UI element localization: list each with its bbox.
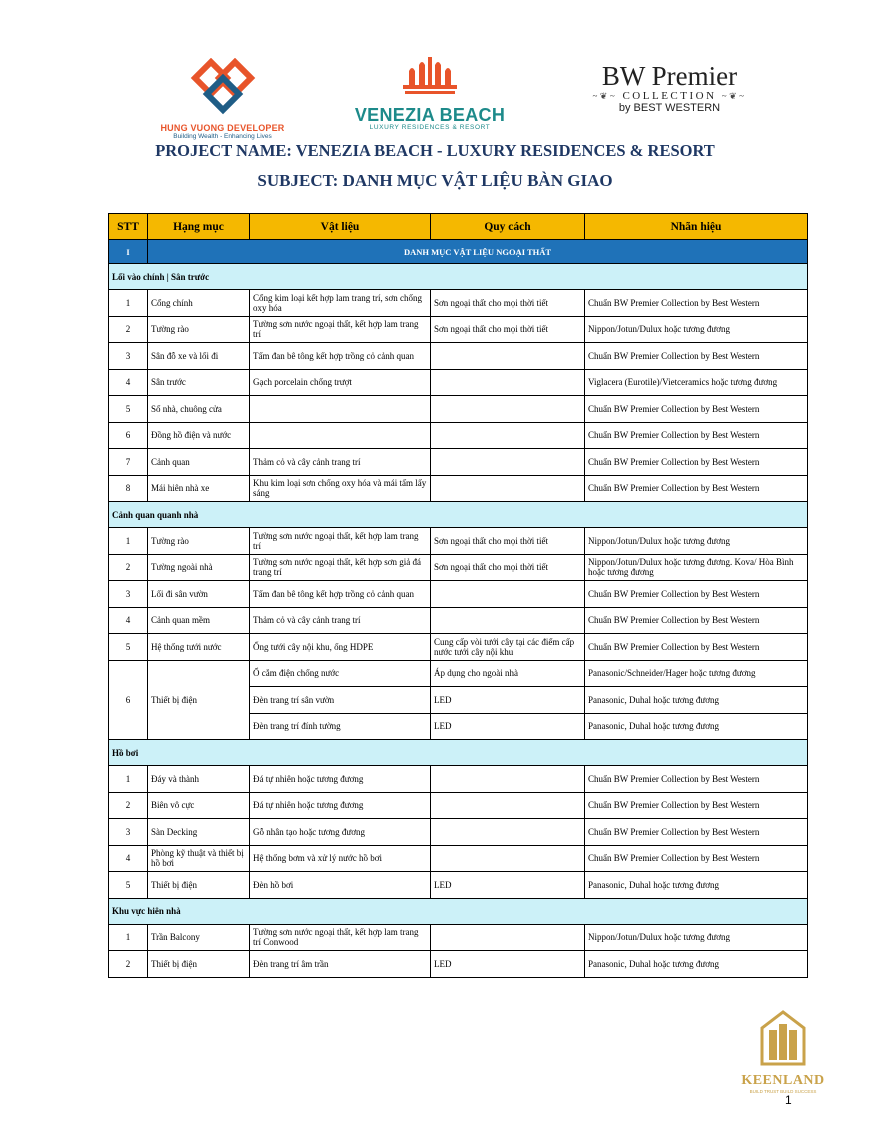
cell-material: Gạch porcelain chống trượt [250,369,431,396]
table-row [109,290,808,317]
cell-item: Sân trước [148,369,250,396]
bw-by-best-western: by BEST WESTERN [618,102,721,114]
group-title: Cảnh quan quanh nhà [109,502,808,528]
cell-brand: Chuẩn BW Premier Collection by Best Western [585,343,808,370]
cell-material: Ổ cắm điện chống nước [250,660,431,687]
cell-stt: 1 [109,528,148,555]
bw-collection-text: COLLECTION [622,90,717,102]
cell-stt: 5 [109,396,148,423]
table-row [109,660,808,687]
cell-stt: 2 [109,951,148,978]
cell-spec: LED [431,872,585,899]
cell-material: Tường sơn nước ngoại thất, kết hợp sơn giả đá trang trí [250,554,431,581]
table-row [109,422,808,449]
cell-item: Mái hiên nhà xe [148,475,250,502]
bw-premier-text: BW Premier [601,61,738,91]
cell-material: Tường sơn nước ngoại thất, kết hợp lam trang trí Conwood [250,924,431,951]
cell-brand: Chuẩn BW Premier Collection by Best Western [585,290,808,317]
cell-material: Tấm đan bê tông kết hợp trồng cỏ cảnh quan [250,581,431,608]
table-row [109,634,808,661]
cell-material: Tấm đan bê tông kết hợp trồng cỏ cảnh quan [250,343,431,370]
cell-material: Tường sơn nước ngoại thất, kết hợp lam trang trí [250,528,431,555]
table-row [109,924,808,951]
page-number: 1 [785,1093,792,1107]
section-row [109,240,808,264]
hung-vuong-logo [160,58,285,140]
cell-brand: Panasonic, Duhal hoặc tương đương [585,687,808,714]
cell-item: Sân đỗ xe và lối đi [148,343,250,370]
header-quy-cach: Quy cách [431,214,585,240]
venezia-name: VENEZIA BEACH [354,105,506,125]
cell-item: Cảnh quan mềm [148,607,250,634]
cell-stt: 3 [109,819,148,846]
cell-stt: 3 [109,343,148,370]
cell-spec: LED [431,951,585,978]
cell-item: Cảnh quan [148,449,250,476]
table-row [109,554,808,581]
cell-item: Tường ngoài nhà [148,554,250,581]
cell-brand: Panasonic/Schneider/Hager hoặc tương đương [585,660,808,687]
cell-spec [431,607,585,634]
cell-brand: Nippon/Jotun/Dulux hoặc tương đương [585,528,808,555]
cell-material: Ống tưới cây nội khu, ống HDPE [250,634,431,661]
venezia-beach-logo [350,55,510,131]
cell-brand: Chuẩn BW Premier Collection by Best Western [585,607,808,634]
cell-stt: 2 [109,792,148,819]
table-row [109,845,808,872]
header-stt: STT [109,214,148,240]
cell-material: Tường sơn nước ngoại thất, kết hợp lam trang trí [250,316,431,343]
cell-brand: Panasonic, Duhal hoặc tương đương [585,951,808,978]
cell-item: Tường rào [148,528,250,555]
table-row [109,528,808,555]
cell-item: Đáy và thành [148,766,250,793]
cell-spec [431,845,585,872]
cell-stt: 8 [109,475,148,502]
cell-item: Đồng hồ điện và nước [148,422,250,449]
group-row [109,502,808,528]
cell-spec: Sơn ngoại thất cho mọi thời tiết [431,316,585,343]
group-row [109,740,808,766]
table-row [109,766,808,793]
ornament-left-icon: ~❦~ [592,91,618,101]
keenland-building-icon [760,1010,806,1066]
ornament-right-icon: ~❦~ [721,91,747,101]
table-body [109,240,808,978]
header-logos [0,0,870,140]
keenland-name: KEENLAND [741,1073,825,1088]
cell-stt: 3 [109,581,148,608]
table-row [109,792,808,819]
cell-brand: Chuẩn BW Premier Collection by Best Western [585,449,808,476]
subject-title: SUBJECT: DANH MỤC VẬT LIỆU BÀN GIAO [257,171,613,190]
venezia-building-icon [395,55,465,101]
cell-item: Hệ thống tưới nước [148,634,250,661]
cell-brand: Chuẩn BW Premier Collection by Best Western [585,581,808,608]
cell-brand: Chuẩn BW Premier Collection by Best Western [585,634,808,661]
group-title: Lối vào chính | Sân trước [109,264,808,290]
cell-material [250,396,431,423]
cell-brand: Viglacera (Eurotile)/Vietceramics hoặc tương đương [585,369,808,396]
table-row [109,369,808,396]
cell-material: Khu kim loại sơn chống oxy hóa và mái tấm lấy sáng [250,475,431,502]
cell-spec [431,924,585,951]
cell-stt: 4 [109,845,148,872]
cell-brand: Nippon/Jotun/Dulux hoặc tương đương [585,316,808,343]
cell-spec [431,819,585,846]
table-row [109,316,808,343]
cell-spec: Sơn ngoại thất cho mọi thời tiết [431,528,585,555]
cell-spec: LED [431,687,585,714]
cell-item: Trần Balcony [148,924,250,951]
header-nhan-hieu: Nhãn hiệu [585,214,808,240]
cell-brand: Chuẩn BW Premier Collection by Best Western [585,792,808,819]
table-row [109,475,808,502]
cell-brand: Chuẩn BW Premier Collection by Best Western [585,819,808,846]
cell-spec [431,396,585,423]
header-vat-lieu: Vật liệu [250,214,431,240]
hung-vuong-tagline: Building Wealth - Enhancing Lives [173,133,272,140]
cell-item: Phòng kỹ thuật và thiết bị hồ bơi [148,845,250,872]
cell-material: Thảm cỏ và cây cảnh trang trí [250,449,431,476]
cell-material: Cổng kim loại kết hợp lam trang trí, sơn chống oxy hóa [250,290,431,317]
cell-item: Lối đi sân vườn [148,581,250,608]
cell-spec [431,766,585,793]
cell-brand: Panasonic, Duhal hoặc tương đương [585,713,808,740]
cell-material: Đèn hồ bơi [250,872,431,899]
materials-table [108,213,808,978]
cell-brand: Chuẩn BW Premier Collection by Best Western [585,396,808,423]
hung-vuong-name: HUNG VUONG DEVELOPER [160,123,285,133]
cell-item: Cổng chính [148,290,250,317]
cell-stt: 5 [109,872,148,899]
cell-material [250,422,431,449]
cell-material: Gỗ nhân tạo hoặc tương đương [250,819,431,846]
table-row [109,449,808,476]
cell-brand: Chuẩn BW Premier Collection by Best Western [585,422,808,449]
cell-spec [431,581,585,608]
table-header-row [109,214,808,240]
cell-item: Số nhà, chuông cửa [148,396,250,423]
keenland-logo [733,1010,833,1094]
cell-stt: 5 [109,634,148,661]
cell-stt: 1 [109,766,148,793]
cell-item: Tường rào [148,316,250,343]
cell-stt: 1 [109,290,148,317]
table-row [109,951,808,978]
table-row [109,607,808,634]
cell-spec: Cung cấp vòi tưới cây tại các điểm cấp nước tưới cây nội khu [431,634,585,661]
cell-brand: Chuẩn BW Premier Collection by Best Western [585,845,808,872]
cell-spec [431,343,585,370]
cell-item: Sàn Decking [148,819,250,846]
group-row [109,898,808,924]
cell-stt: 7 [109,449,148,476]
cell-spec: Sơn ngoại thất cho mọi thời tiết [431,554,585,581]
group-title: Khu vực hiên nhà [109,898,808,924]
keenland-tagline: BUILD TRUST BUILD SUCCESS [749,1089,817,1094]
cell-spec [431,792,585,819]
cell-material: Đá tự nhiên hoặc tương đương [250,766,431,793]
bw-premier-logo [572,62,767,114]
cell-stt: 4 [109,369,148,396]
table-row [109,872,808,899]
cell-item: Thiết bị điện [148,660,250,740]
cell-stt: 1 [109,924,148,951]
section-label: DANH MỤC VẬT LIỆU NGOẠI THẤT [148,240,808,264]
cell-item: Biên vô cực [148,792,250,819]
section-number: I [109,240,148,264]
cell-stt: 2 [109,316,148,343]
cell-spec [431,475,585,502]
hung-vuong-emblem-icon [183,58,263,116]
project-title: PROJECT NAME: VENEZIA BEACH - LUXURY RESIDENCES & RESORT [155,141,715,160]
cell-material: Đèn trang trí âm trần [250,951,431,978]
cell-material: Hệ thống bơm và xử lý nước hồ bơi [250,845,431,872]
cell-brand: Panasonic, Duhal hoặc tương đương [585,872,808,899]
cell-brand: Chuẩn BW Premier Collection by Best Western [585,766,808,793]
cell-spec [431,449,585,476]
cell-spec: Áp dụng cho ngoài nhà [431,660,585,687]
cell-material: Thảm cỏ và cây cảnh trang trí [250,607,431,634]
cell-spec [431,369,585,396]
cell-spec [431,422,585,449]
cell-item: Thiết bị điện [148,951,250,978]
venezia-tagline: LUXURY RESIDENCES & RESORT [369,124,491,131]
cell-item: Thiết bị điện [148,872,250,899]
cell-brand: Chuẩn BW Premier Collection by Best Western [585,475,808,502]
cell-material: Đèn trang trí sân vườn [250,687,431,714]
cell-spec: Sơn ngoại thất cho mọi thời tiết [431,290,585,317]
group-title: Hồ bơi [109,740,808,766]
cell-spec: LED [431,713,585,740]
group-row [109,264,808,290]
cell-brand: Nippon/Jotun/Dulux hoặc tương đương. Kova/ Hòa Bình hoặc tương đương [585,554,808,581]
cell-material: Đèn trang trí đính tường [250,713,431,740]
cell-brand: Nippon/Jotun/Dulux hoặc tương đương [585,924,808,951]
table-row [109,343,808,370]
table-row [109,581,808,608]
cell-material: Đá tự nhiên hoặc tương đương [250,792,431,819]
cell-stt: 4 [109,607,148,634]
header-hang-muc: Hạng mục [148,214,250,240]
table-row [109,396,808,423]
cell-stt: 2 [109,554,148,581]
cell-stt: 6 [109,422,148,449]
cell-stt: 6 [109,660,148,740]
table-row [109,819,808,846]
